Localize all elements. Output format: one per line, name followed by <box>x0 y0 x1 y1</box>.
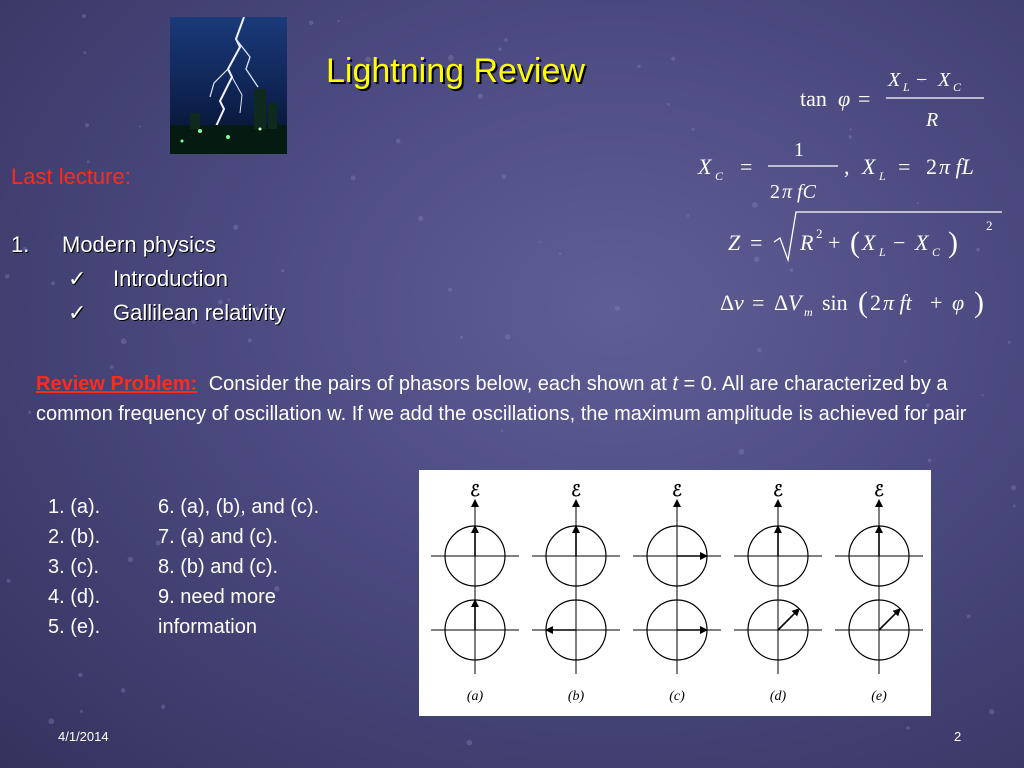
svg-text:+: + <box>828 230 841 255</box>
answer-option: 5. (e). <box>48 616 101 638</box>
page-number: 2 <box>954 729 962 744</box>
pair-label: (a) <box>466 689 484 704</box>
slide-title: Lightning Review <box>326 52 585 90</box>
answer-option: 2. (b). <box>48 526 101 548</box>
phasor-arrow <box>879 609 900 630</box>
answer-option: 6. (a), (b), and (c). <box>158 496 320 518</box>
review-problem-label: Review Problem: <box>36 373 198 395</box>
phasor-arrow <box>778 609 799 630</box>
svg-text:L: L <box>879 245 886 259</box>
subitem-galilean-relativity: Gallilean relativity <box>113 300 286 325</box>
equations-panel <box>690 62 1020 332</box>
svg-text:,: , <box>844 154 850 179</box>
svg-text:=: = <box>858 86 871 111</box>
pair-label: (c) <box>669 689 685 704</box>
svg-text:Δ: Δ <box>774 290 789 315</box>
emf-symbol: ℰ <box>773 483 783 500</box>
pair-label: (e) <box>871 689 887 704</box>
svg-text:(: ( <box>850 226 860 259</box>
answer-column-1 <box>48 492 168 642</box>
answer-option: 3. (c). <box>48 556 100 578</box>
review-problem <box>36 369 986 429</box>
answer-column-2 <box>158 492 319 642</box>
svg-text:X: X <box>888 69 901 91</box>
svg-text:π fC: π fC <box>782 181 816 203</box>
answer-option: information <box>158 616 257 638</box>
svg-text:C: C <box>953 80 962 94</box>
svg-text:φ: φ <box>952 290 965 315</box>
equation-voltage <box>720 286 984 319</box>
answer-option: 9. need more <box>158 586 276 608</box>
lightning-photo <box>170 17 287 154</box>
svg-text:C: C <box>932 245 941 259</box>
list-number: 1. <box>11 232 30 257</box>
equation-reactance <box>697 139 974 203</box>
svg-text:v: v <box>734 290 744 315</box>
svg-text:=: = <box>740 154 753 179</box>
check-icon: ✓ <box>68 266 87 291</box>
svg-text:π ft: π ft <box>883 290 912 315</box>
list-topic: Modern physics <box>62 232 217 257</box>
svg-text:+: + <box>930 290 943 315</box>
answer-option: 1. (a). <box>48 496 101 518</box>
svg-text:tan: tan <box>800 86 827 111</box>
pair-label: (b) <box>567 689 585 704</box>
svg-text:=: = <box>898 154 911 179</box>
svg-text:Δ: Δ <box>720 290 735 315</box>
svg-text:1: 1 <box>794 139 804 161</box>
subitem-introduction: Introduction <box>113 266 228 291</box>
answer-option: 8. (b) and (c). <box>158 556 279 578</box>
svg-text:X: X <box>938 69 951 91</box>
svg-text:X: X <box>862 154 876 179</box>
emf-symbol: ℰ <box>672 483 682 500</box>
last-lecture-label: Last lecture: <box>11 164 131 189</box>
emf-symbol: ℰ <box>571 483 581 500</box>
answer-option: 4. (d). <box>48 586 101 608</box>
svg-text:sin: sin <box>822 290 848 315</box>
svg-text:): ) <box>948 226 958 259</box>
svg-text:2: 2 <box>870 290 881 315</box>
svg-text:φ: φ <box>838 86 851 111</box>
svg-text:=: = <box>752 290 765 315</box>
svg-text:X: X <box>915 230 929 255</box>
svg-text:): ) <box>974 286 984 319</box>
svg-text:2: 2 <box>770 181 780 203</box>
svg-text:X: X <box>698 154 712 179</box>
svg-text:m: m <box>804 305 813 319</box>
svg-text:V: V <box>788 290 802 315</box>
svg-text:2: 2 <box>816 226 823 241</box>
problem-text-t: t <box>672 373 678 395</box>
emf-symbol: ℰ <box>470 483 480 500</box>
svg-text:L: L <box>879 169 886 183</box>
svg-text:L: L <box>903 80 910 94</box>
svg-text:=: = <box>750 230 763 255</box>
pair-label: (d) <box>769 689 787 704</box>
problem-text-2: = 0. All are characterized by a common frequency of oscillation w. If we add the oscillations, the maximum amplitude is achieved for pair <box>36 373 967 425</box>
check-icon: ✓ <box>68 300 87 325</box>
problem-text-1: Consider the pairs of phasors below, each shown at <box>208 373 673 395</box>
svg-text:−: − <box>916 69 928 91</box>
svg-text:π fL: π fL <box>939 154 974 179</box>
svg-text:R: R <box>800 230 814 255</box>
answer-option: 7. (a) and (c). <box>158 526 279 548</box>
emf-symbol: ℰ <box>874 483 884 500</box>
svg-text:(: ( <box>858 286 868 319</box>
phasor-figure <box>419 470 931 716</box>
equation-impedance <box>728 212 1002 260</box>
equation-tan-phi <box>800 69 984 131</box>
footer-date: 4/1/2014 <box>58 729 109 744</box>
svg-text:R: R <box>926 109 939 131</box>
svg-text:X: X <box>862 230 876 255</box>
svg-text:C: C <box>715 169 724 183</box>
svg-text:Z: Z <box>728 230 741 255</box>
svg-text:−: − <box>893 230 906 255</box>
svg-text:2: 2 <box>986 218 993 233</box>
svg-text:2: 2 <box>926 154 937 179</box>
